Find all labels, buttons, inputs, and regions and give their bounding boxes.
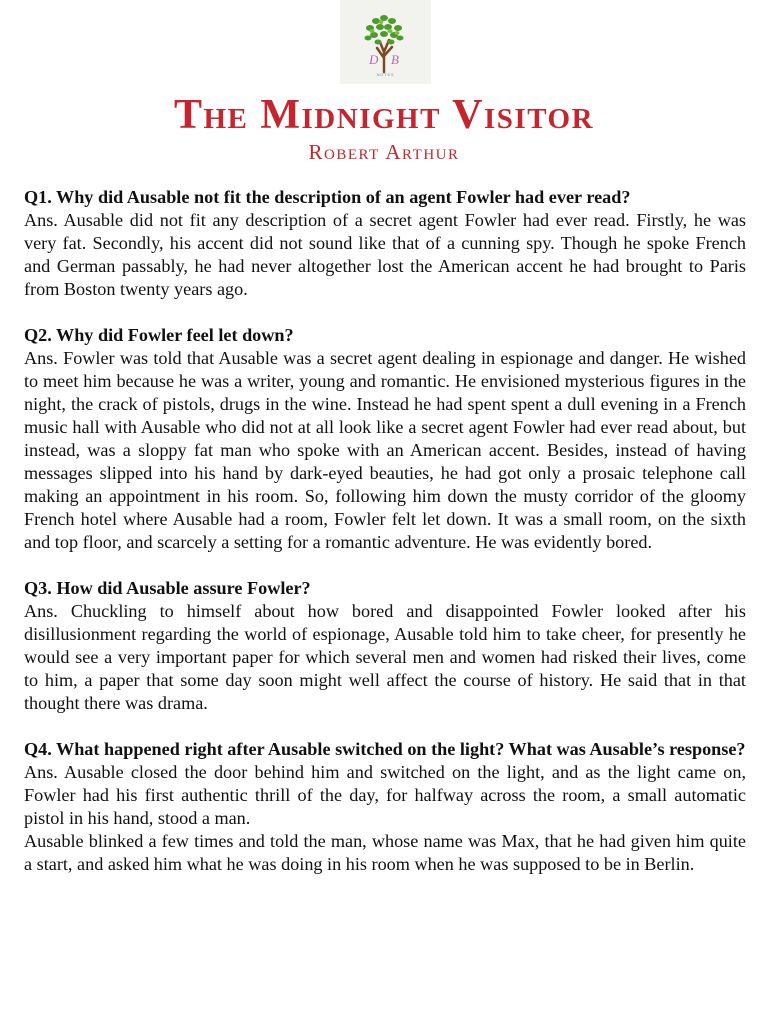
answer: Ans. Ausable did not fit any description of a secret agent Fowler had ever read. Firstly, he was very fat. Secondly, his accent did not sound like that of a cunning spy. Though he spoke French and German passably, he had never altogether lost the American accent he had brought to Paris from Boston twenty years ago. <box>24 210 746 299</box>
question: Q2. Why did Fowler feel let down? <box>24 325 294 345</box>
answer: Ans. Fowler was told that Ausable was a secret agent dealing in espionage and danger. He wished to meet him because he was a writer, young and romantic. He envisioned mysterious figures in the night, the crack of pistols, drugs in the wine. Instead he had spent spent a dull evening in a French music hall with Ausable who did not at all look like a secret agent Fowler had ever read about, but instead, was a sloppy fat man who spoke with an American accent. Besides, instead of having messages slipped into his hand by dark-eyed beauties, he had got only a prosaic telephone call making an appointment in his room. So, following him down the musty corridor of the gloomy French hotel where Ausable had a room, Fowler felt let down. It was a small room, on the sixth and top floor, and scarcely a setting for a romantic adventure. He was evidently bored. <box>24 348 746 552</box>
svg-text:D: D <box>369 52 379 67</box>
answer: Ans. Chuckling to himself about how bored and disappointed Fowler looked after his disillusionment regarding the world of espionage, Ausable told him to take cheer, for presently he would see a very important paper for which several men and women had risked their lives, come to him, a paper that some day soon might well affect the course of history. He said that in that thought there was drama. <box>24 601 746 713</box>
question: Q3. How did Ausable assure Fowler? <box>24 578 311 598</box>
qa-item <box>24 324 746 554</box>
qa-content <box>24 186 746 899</box>
answer: Ans. Ausable closed the door behind him and switched on the light, and as the light came on, Fowler had his first authentic thrill of the day, for halfway across the room, a small automatic pistol in his hand, stood a man. <box>24 762 746 828</box>
page-title: The Midnight Visitor <box>173 92 595 138</box>
qa-item <box>24 738 746 876</box>
answer: Ausable blinked a few times and told the man, whose name was Max, that he had given him quite a start, and asked him what he was doing in his room when he was supposed to be in Berlin. <box>24 831 746 874</box>
db-notes-logo <box>340 0 431 84</box>
qa-item <box>24 186 746 301</box>
qa-item <box>24 577 746 715</box>
question: Q1. Why did Ausable not fit the description of an agent Fowler had ever read? <box>24 187 631 207</box>
svg-text:B: B <box>391 52 399 67</box>
tree-logo-icon <box>340 0 431 84</box>
svg-text:NOTES: NOTES <box>376 72 395 77</box>
question: Q4. What happened right after Ausable switched on the light? What was Ausable’s response? <box>24 739 746 759</box>
author-name: Robert Arthur <box>308 140 460 164</box>
